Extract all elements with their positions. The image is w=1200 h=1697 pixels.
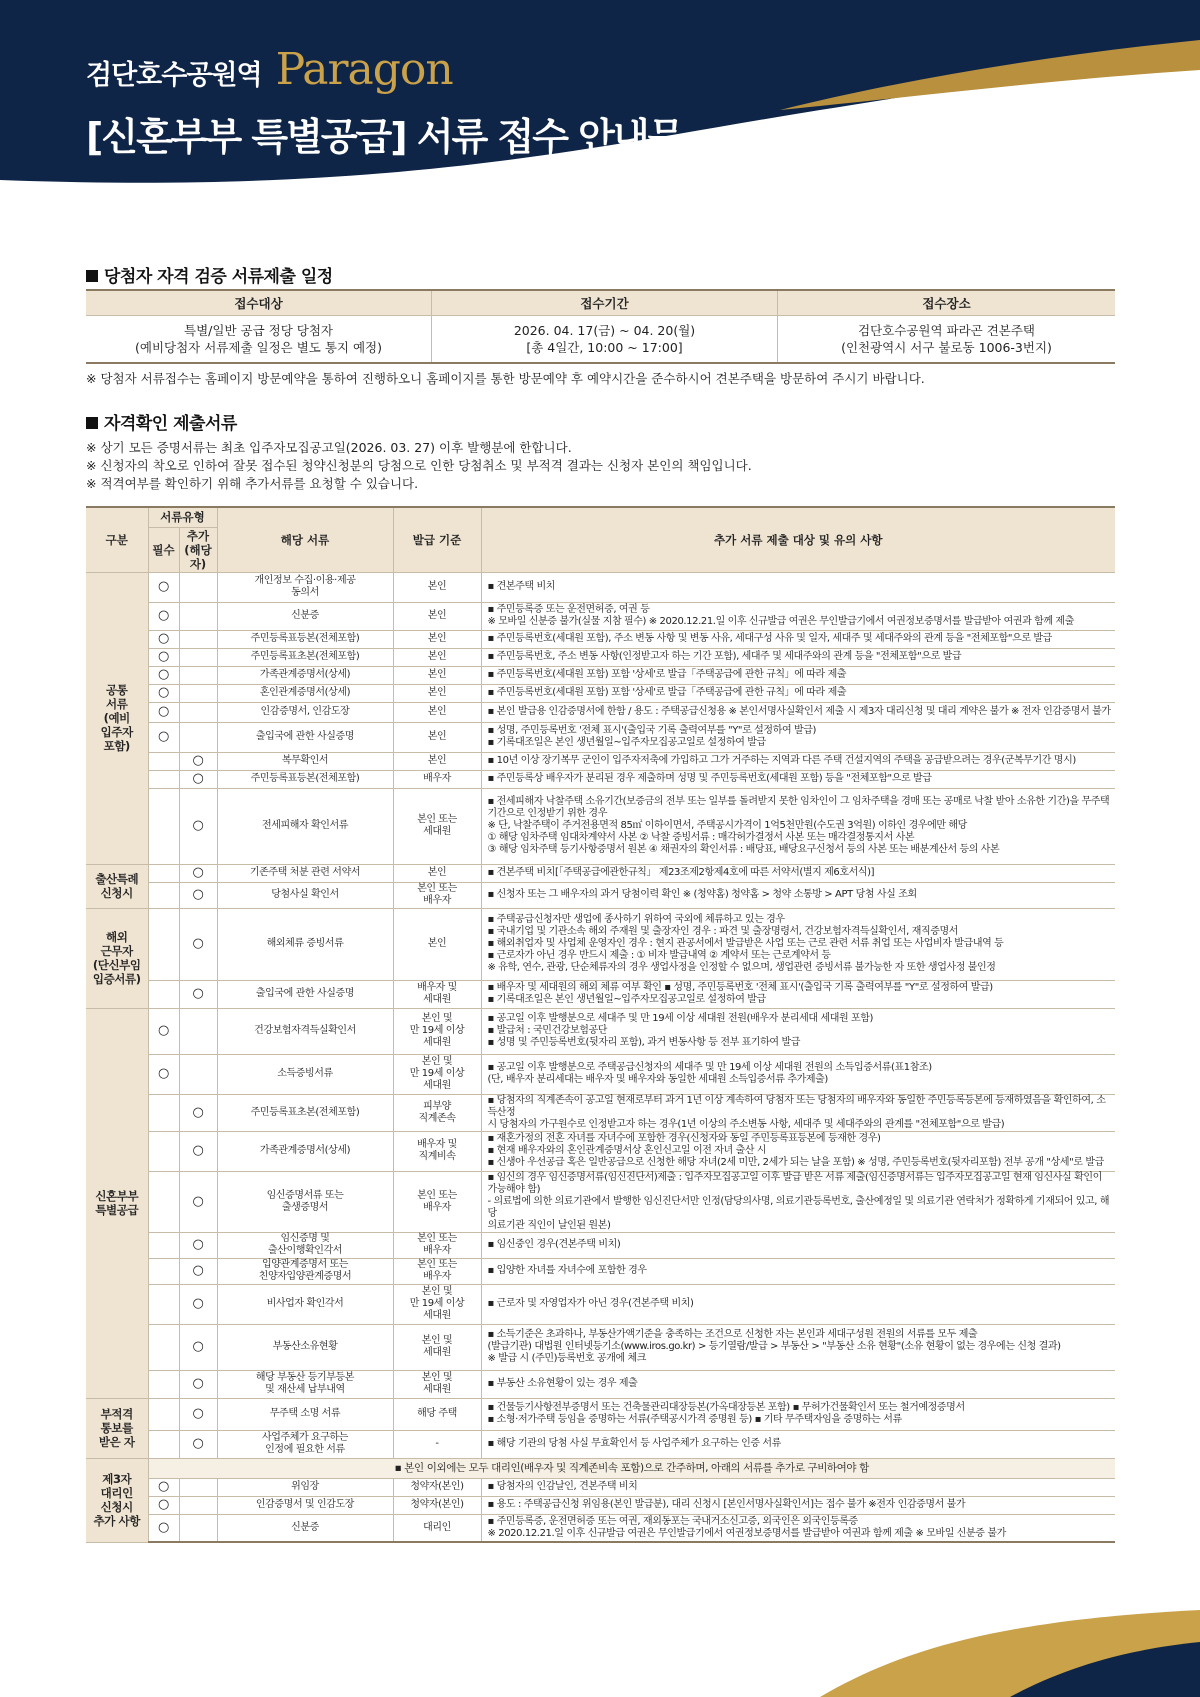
header-document: 해당 서류 (217, 507, 393, 572)
document-description: ▪ 주택공급신청자만 생업에 종사하기 위하여 국외에 체류하고 있는 경우 ▪ 국내기업 및 기관소속 해외 주재원 및 출장자인 경우 : 파견 및 출장명령서, 건강보험자격득실확인서, 재직증명서 ▪ 해외취업자 및 사업체 운영자인 경우 : 현지 관공서에서 발급받은 사업 또는 근로 관련 서류 취업 또는 사업비자 발급내역 등 ▪ 근로자가 아닌 경우 반드시 제출 : ① 비자 발급내역 ② 계약서 또는 근로계약서 등 ※ 유학, 연수, 관광, 단순체류자의 경우 생업사정을 인정할 수 없으며, 생업관련 증빙서류 불가능한 자 또한 생업사정 불인정 (481, 908, 1115, 980)
required-mark (148, 1094, 179, 1131)
document-description: ▪ 주민등록번호(세대원 포함) 포함 '상세'로 발급「주택공급에 관한 규칙」에 따라 제출 (481, 666, 1115, 684)
document-description: ▪ 견본주택 비치[「주택공급에관한규칙」 제23조제2항제4호에 따른 서약서(별지 제6호서식)] (481, 864, 1115, 882)
docs-heading-text: 자격확인 제출서류 (104, 414, 237, 434)
docs-note-2: ※ 신청자의 착오로 인하여 잘못 접수된 청약신청분의 당첨으로 인한 당첨취소 및 부적격 결과는 신청자 본인의 책임입니다. (86, 458, 752, 473)
additional-mark (179, 1008, 217, 1054)
schedule-heading-text: 당첨자 자격 검증 서류제출 일정 (104, 267, 333, 287)
issuance-basis: 피부양 직계존속 (393, 1094, 481, 1131)
document-name: 입양관계증명서 또는 친양자입양관계증명서 (217, 1258, 393, 1284)
document-description: ▪ 주민등록상 배우자가 분리된 경우 제출하며 성명 및 주민등록번호(세대원 포함) 등을 "전체포함"으로 발급 (481, 770, 1115, 788)
document-name: 인감증명서, 인감도장 (217, 702, 393, 722)
document-description: ▪ 건물등기사항전부증명서 또는 건축물관리대장등본(가옥대장등본 포함) ▪ 무허가건물확인서 또는 철거예정증명서 ▪ 소형·저가주택 등임을 증명하는 서류(주택공시가격 증명원 등) ▪ 기타 무주택자임을 증명하는 서류 (481, 1398, 1115, 1430)
additional-mark: ○ (179, 1171, 217, 1232)
required-mark: ○ (148, 1478, 179, 1496)
issuance-basis: 본인 (393, 602, 481, 630)
issuance-basis: 본인 또는 세대원 (393, 788, 481, 864)
table-row (86, 572, 1115, 602)
group-label: 해외 근무자 (단신부임 입증서류) (86, 908, 148, 1008)
schedule-heading (86, 262, 333, 287)
issuance-basis: 본인 또는 배우자 (393, 1232, 481, 1258)
page-title: [신혼부부 특별공급] 서류 접수 안내문 (86, 115, 683, 159)
additional-mark (179, 684, 217, 702)
required-mark (148, 1370, 179, 1398)
header-doc-type: 서류유형 (148, 507, 217, 527)
required-mark (148, 1324, 179, 1370)
docs-heading (86, 409, 237, 434)
group-label: 신혼부부 특별공급 (86, 1008, 148, 1398)
issuance-basis: 본인 (393, 572, 481, 602)
table-row (86, 980, 1115, 1008)
issuance-basis: 본인 또는 배우자 (393, 1171, 481, 1232)
issuance-basis: 본인 및 만 19세 이상 세대원 (393, 1054, 481, 1094)
brand-row (86, 44, 453, 95)
required-mark (148, 908, 179, 980)
issuance-basis: 해당 주택 (393, 1398, 481, 1430)
document-description: ▪ 당첨자의 인감날인, 견본주택 비치 (481, 1478, 1115, 1496)
issuance-basis: 배우자 (393, 770, 481, 788)
document-description: ▪ 주민등록번호(세대원 포함) 포함 '상세'로 발급「주택공급에 관한 규칙」에 따라 제출 (481, 684, 1115, 702)
document-name: 해외체류 증빙서류 (217, 908, 393, 980)
schedule-header: 접수장소 (778, 290, 1116, 316)
document-name: 인감증명서 및 인감도장 (217, 1496, 393, 1514)
document-name: 주민등록표초본(전체포함) (217, 1094, 393, 1131)
additional-mark: ○ (179, 1258, 217, 1284)
brand-korean: 검단호수공원역 (86, 60, 262, 91)
required-mark (148, 864, 179, 882)
schedule-table (86, 289, 1115, 364)
cell-line: (예비당첨자 서류제출 일정은 별도 통지 예정) (135, 340, 382, 355)
additional-mark: ○ (179, 864, 217, 882)
document-description: ▪ 근로자 및 자영업자가 아닌 경우(견본주택 비치) (481, 1284, 1115, 1324)
additional-mark: ○ (179, 1131, 217, 1171)
schedule-header: 접수기간 (432, 290, 778, 316)
additional-mark (179, 630, 217, 648)
document-description: ▪ 임신중인 경우(견본주택 비치) (481, 1232, 1115, 1258)
table-row (86, 882, 1115, 908)
table-row (86, 1008, 1115, 1054)
issuance-basis: 배우자 및 직계비속 (393, 1131, 481, 1171)
table-row (86, 1232, 1115, 1258)
issuance-basis: 본인 또는 배우자 (393, 1258, 481, 1284)
additional-mark: ○ (179, 770, 217, 788)
additional-mark: ○ (179, 1284, 217, 1324)
document-name: 임신증명 및 출산이행확인각서 (217, 1232, 393, 1258)
document-name: 신분증 (217, 602, 393, 630)
issuance-basis: 본인 및 세대원 (393, 1324, 481, 1370)
document-name: 부동산소유현황 (217, 1324, 393, 1370)
required-mark (148, 1131, 179, 1171)
issuance-basis: 청약자(본인) (393, 1478, 481, 1496)
additional-mark: ○ (179, 1324, 217, 1370)
document-description: ▪ 공고일 이후 발행분으로 세대주 및 만 19세 이상 세대원 전원(배우자 분리세대 세대원 포함) ▪ 발급처 : 국민건강보험공단 ▪ 성명 및 주민등록번호(뒷자리 포함), 과거 변동사항 등 전부 표기하여 발급 (481, 1008, 1115, 1054)
document-description: ▪ 해당 기관의 당첨 사실 무효확인서 등 사업주체가 요구하는 인증 서류 (481, 1430, 1115, 1458)
document-description: ▪ 공고일 이후 발행분으로 주택공급신청자의 세대주 및 만 19세 이상 세대원 전원의 소득입증서류(표1참조) (단, 배우자 분리세대는 배우자 및 배우자와 동일한 세대원 소득입증서류 추가제출) (481, 1054, 1115, 1094)
table-row (86, 1458, 1115, 1478)
additional-mark: ○ (179, 1370, 217, 1398)
document-name: 혼인관계증명서(상세) (217, 684, 393, 702)
table-row (86, 1324, 1115, 1370)
document-name: 전세피해자 확인서류 (217, 788, 393, 864)
document-description: ▪ 용도 : 주택공급신청 위임용(본인 발급분), 대리 신청시 [본인서명사실확인서]는 접수 불가 ※전자 인감증명서 불가 (481, 1496, 1115, 1514)
document-description: ▪ 신청자 또는 그 배우자의 과거 당첨이력 확인 ※ (청약홈) 청약홈 > 청약 소통방 > APT 당첨 사실 조회 (481, 882, 1115, 908)
document-description: ▪ 주민등록증 또는 운전면허증, 여권 등 ※ 모바일 신분증 불가(실물 지참 필수) ※ 2020.12.21.일 이후 신규발급 여권은 무인발급기에서 여권정보증명서를 발급받아 여권과 함께 제출 (481, 602, 1115, 630)
group-label: 출산특례 신청시 (86, 864, 148, 908)
document-name: 위임장 (217, 1478, 393, 1496)
document-description: ▪ 소득기준은 초과하나, 부동산가액기준을 충족하는 조건으로 신청한 자는 본인과 세대구성원 전원의 서류를 모두 제출 (발급기관) 대법원 인터넷등기소(www.iros.go.kr) > 등기열람/발급 > 부동산 > "부동산 소유 현황"(소유 현황이 없는 경우에는 신청 결과) ※ 발급 시 (주민)등록번호 공개에 체크 (481, 1324, 1115, 1370)
issuance-basis: 본인 (393, 666, 481, 684)
cell-line: (인천광역시 서구 불로동 1006-3번지) (841, 340, 1052, 355)
document-name: 주민등록표등본(전체포함) (217, 630, 393, 648)
table-row (86, 1054, 1115, 1094)
document-name: 소득증빙서류 (217, 1054, 393, 1094)
square-bullet-icon (86, 270, 98, 282)
document-description: ▪ 주민등록번호(세대원 포함), 주소 변동 사항 및 변동 사유, 세대구성 사유 및 일자, 세대주 및 세대주와의 관계 등을 "전체포함"으로 발급 (481, 630, 1115, 648)
document-name: 주민등록표등본(전체포함) (217, 770, 393, 788)
document-description: ▪ 성명, 주민등록번호 '전체 표시'(출입국 기록 출력여부를 "Y"로 설정하여 발급) ▪ 기록대조일은 본인 생년월일~입주자모집공고일로 설정하여 발급 (481, 722, 1115, 752)
table-row (86, 722, 1115, 752)
issuance-basis: 본인 (393, 648, 481, 666)
group-label: 부적격 통보를 받은 자 (86, 1398, 148, 1458)
issuance-basis: 배우자 및 세대원 (393, 980, 481, 1008)
header-category: 구분 (86, 507, 148, 572)
required-mark (148, 1284, 179, 1324)
table-row (86, 864, 1115, 882)
header-required: 필수 (148, 527, 179, 572)
required-mark: ○ (148, 684, 179, 702)
additional-mark: ○ (179, 908, 217, 980)
table-row (86, 788, 1115, 864)
document-description: ▪ 본인 발급용 인감증명서에 한함 / 용도 : 주택공급신청용 ※ 본인서명사실확인서 제출 시 제3자 대리신청 및 대리 계약은 불가 ※ 전자 인감증명서 불가 (481, 702, 1115, 722)
additional-mark: ○ (179, 1398, 217, 1430)
issuance-basis: 본인 (393, 702, 481, 722)
docs-note-1: ※ 상기 모든 증명서류는 최초 입주자모집공고일(2026. 03. 27) 이후 발행분에 한합니다. (86, 440, 572, 455)
issuance-basis: 본인 (393, 630, 481, 648)
document-name: 비사업자 확인각서 (217, 1284, 393, 1324)
required-mark: ○ (148, 648, 179, 666)
document-name: 건강보험자격득실확인서 (217, 1008, 393, 1054)
document-description: ▪ 부동산 소유현황이 있는 경우 제출 (481, 1370, 1115, 1398)
group-label: 제3자 대리인 신청시 추가 사항 (86, 1458, 148, 1542)
document-name: 기존주택 처분 관련 서약서 (217, 864, 393, 882)
table-row (86, 684, 1115, 702)
document-description: ▪ 배우자 및 세대원의 해외 체류 여부 확인 ▪ 성명, 주민등록번호 '전체 표시'(출입국 기록 출력여부를 "Y"로 설정하여 발급) ▪ 기록대조일은 본인 생년월일~입주자모집공고일로 설정하여 발급 (481, 980, 1115, 1008)
table-row (86, 1478, 1115, 1496)
document-name: 주민등록표초본(전체포함) (217, 648, 393, 666)
schedule-period (432, 316, 778, 364)
cell-line: 특별/일반 공급 정당 당첨자 (184, 323, 333, 338)
table-row (86, 1430, 1115, 1458)
required-mark (148, 1398, 179, 1430)
cell-line: [총 4일간, 10:00 ~ 17:00] (526, 340, 683, 355)
table-row (86, 1131, 1115, 1171)
schedule-header: 접수대상 (86, 290, 432, 316)
required-mark (148, 752, 179, 770)
additional-mark: ○ (179, 752, 217, 770)
header-banner (0, 0, 1200, 230)
required-mark (148, 1171, 179, 1232)
issuance-basis: 본인 (393, 752, 481, 770)
required-mark: ○ (148, 572, 179, 602)
additional-mark (179, 602, 217, 630)
required-mark: ○ (148, 722, 179, 752)
table-row (86, 1496, 1115, 1514)
additional-mark: ○ (179, 1430, 217, 1458)
document-name: 가족관계증명서(상세) (217, 666, 393, 684)
issuance-basis: 본인 및 세대원 (393, 1370, 481, 1398)
table-row (86, 1171, 1115, 1232)
issuance-basis: 청약자(본인) (393, 1496, 481, 1514)
required-mark (148, 980, 179, 1008)
table-row (86, 648, 1115, 666)
document-description: ▪ 10년 이상 장기복무 군인이 입주자저축에 가입하고 그가 거주하는 지역과 다른 주택 건설지역의 주택을 공급받으려는 경우(군복무기간 명시) (481, 752, 1115, 770)
required-mark: ○ (148, 630, 179, 648)
header-description: 추가 서류 제출 대상 및 유의 사항 (481, 507, 1115, 572)
cell-line: 2026. 04. 17(금) ~ 04. 20(월) (513, 323, 696, 338)
proxy-notice-band: ▪ 본인 이외에는 모두 대리인(배우자 및 직계존비속 포함)으로 간주하며, 아래의 서류를 추가로 구비하여야 함 (148, 1458, 1115, 1478)
document-name: 가족관계증명서(상세) (217, 1131, 393, 1171)
docs-note-3: ※ 적격여부를 확인하기 위해 추가서류를 요청할 수 있습니다. (86, 476, 419, 491)
schedule-target (86, 316, 432, 364)
document-description: ▪ 임신의 경우 임신증명서류(임신진단서)제출 : 입주자모집공고일 이후 발급 받은 서류 제출(임신증명서류는 입주자모집공고일 현재 임신사실 확인이 가능해야 함) - 의료법에 의한 의료기관에서 발행한 임신진단서만 인정(담당의사명, 의료기관등록번호, 출산예정일 및 의료기관 연락처가 정확하게 기재되어 있고, 해당 의료기관 직인이 날인된 원본) (481, 1171, 1115, 1232)
document-name: 해당 부동산 등기부등본 및 재산세 납부내역 (217, 1370, 393, 1398)
required-mark (148, 788, 179, 864)
required-mark (148, 1258, 179, 1284)
document-description: ▪ 당첨자의 직계존속이 공고일 현재로부터 과거 1년 이상 계속하여 당첨자 또는 당첨자의 배우자와 동일한 주민등록등본에 등재하였음을 확인하여, 소득산정 시 당첨자의 가구원수로 인정받고자 하는 경우(1년 이상의 주소변동 사항, 세대주 및 세대주와의 관계를 "전체포함"으로 발급) (481, 1094, 1115, 1131)
required-mark: ○ (148, 1054, 179, 1094)
issuance-basis: 본인 (393, 908, 481, 980)
required-mark (148, 1232, 179, 1258)
table-row (86, 1398, 1115, 1430)
square-bullet-icon (86, 417, 98, 429)
additional-mark: ○ (179, 882, 217, 908)
header-additional: 추가 (해당자) (179, 527, 217, 572)
document-name: 출입국에 관한 사실증명 (217, 980, 393, 1008)
additional-mark: ○ (179, 1232, 217, 1258)
document-name: 복무확인서 (217, 752, 393, 770)
document-description: ▪ 입양한 자녀를 자녀수에 포함한 경우 (481, 1258, 1115, 1284)
additional-mark (179, 722, 217, 752)
table-row (86, 1370, 1115, 1398)
footer-wave-shape (0, 1590, 1200, 1697)
document-name: 출입국에 관한 사실증명 (217, 722, 393, 752)
issuance-basis: 본인 및 만 19세 이상 세대원 (393, 1284, 481, 1324)
issuance-basis: 본인 또는 배우자 (393, 882, 481, 908)
document-name: 임신증명서류 또는 출생증명서 (217, 1171, 393, 1232)
document-description: ▪ 주민등록번호, 주소 변동 사항(인정받고자 하는 기간 포함), 세대주 및 세대주와의 관계 등을 "전체포함"으로 발급 (481, 648, 1115, 666)
table-row (86, 1258, 1115, 1284)
table-row (86, 602, 1115, 630)
issuance-basis: 본인 (393, 684, 481, 702)
cell-line: 검단호수공원역 파라곤 견본주택 (858, 323, 1035, 338)
document-description: ▪ 주민등록증, 운전면허증 또는 여권, 재외동포는 국내거소신고증, 외국인은 외국인등록증 ※ 2020.12.21.일 이후 신규발급 여권은 무인발급기에서 여권정보증명서를 발급받아 여권과 함께 제출 ※ 모바일 신분증 불가 (481, 1514, 1115, 1542)
additional-mark (179, 702, 217, 722)
required-mark: ○ (148, 602, 179, 630)
table-row (86, 752, 1115, 770)
document-name: 신분증 (217, 1514, 393, 1542)
additional-mark (179, 1496, 217, 1514)
additional-mark: ○ (179, 980, 217, 1008)
document-name: 당첨사실 확인서 (217, 882, 393, 908)
required-mark (148, 882, 179, 908)
header-issuance: 발급 기준 (393, 507, 481, 572)
additional-mark (179, 648, 217, 666)
additional-mark (179, 1054, 217, 1094)
documents-table (86, 506, 1115, 1543)
required-mark: ○ (148, 1514, 179, 1542)
document-description: ▪ 전세피해자 낙찰주택 소유기간(보증금의 전부 또는 일부를 돌려받지 못한 임차인이 그 임차주택을 경매 또는 공매로 낙찰 받아 소유한 기간)을 무주택 기간으로 인정받기 위한 경우 ※ 단, 낙찰주택이 주거전용면적 85㎡ 이하이면서, 주택공시가격이 1억5천만원(수도권 3억원) 이하인 경우에만 해당 ① 해당 임차주택 임대차계약서 사본 ② 낙찰 증빙서류 : 매각허가결정서 사본 또는 매각결정통지서 사본 ③ 해당 임차주택 등기사항증명서 원본 ④ 채권자의 확인서류 : 배당표, 배당요구신청서 등의 사본 또는 배분계산서 등의 사본 (481, 788, 1115, 864)
issuance-basis: 본인 (393, 864, 481, 882)
additional-mark (179, 666, 217, 684)
required-mark (148, 1430, 179, 1458)
additional-mark (179, 1514, 217, 1542)
additional-mark (179, 1478, 217, 1496)
document-name: 무주택 소명 서류 (217, 1398, 393, 1430)
schedule-place (778, 316, 1116, 364)
required-mark: ○ (148, 702, 179, 722)
additional-mark (179, 572, 217, 602)
table-row (86, 702, 1115, 722)
table-row (86, 666, 1115, 684)
table-row (86, 1284, 1115, 1324)
document-name: 사업주체가 요구하는 인정에 필요한 서류 (217, 1430, 393, 1458)
table-row (86, 630, 1115, 648)
table-row (86, 770, 1115, 788)
additional-mark: ○ (179, 788, 217, 864)
issuance-basis: 본인 및 만 19세 이상 세대원 (393, 1008, 481, 1054)
table-row (86, 908, 1115, 980)
brand-logo-paragon: Paragon (275, 44, 453, 95)
required-mark: ○ (148, 1008, 179, 1054)
table-row (86, 1514, 1115, 1542)
document-description: ▪ 재혼가정의 전혼 자녀를 자녀수에 포함한 경우(신청자와 동일 주민등록표등본에 등재한 경우) ▪ 현재 배우자와의 혼인관계증명서상 혼인신고일 이전 자녀 출산 시 ▪ 신생아 우선공급 혹은 일반공급으로 신청한 해당 자녀(2세 미만, 2세가 되는 날을 포함) ※ 성명, 주민등록번호(뒷자리포함) 전부 공개 "상세"로 발급 (481, 1131, 1115, 1171)
schedule-note: ※ 당첨자 서류접수는 홈페이지 방문예약을 통하여 진행하오니 홈페이지를 통한 방문예약 후 예약시간을 준수하시어 견본주택을 방문하여 주시기 바랍니다. (86, 371, 925, 386)
required-mark: ○ (148, 666, 179, 684)
required-mark: ○ (148, 1496, 179, 1514)
issuance-basis: - (393, 1430, 481, 1458)
table-row (86, 1094, 1115, 1131)
group-label: 공통 서류 (예비 입주자 포함) (86, 572, 148, 864)
issuance-basis: 대리인 (393, 1514, 481, 1542)
document-name: 개인정보 수집·이용·제공 동의서 (217, 572, 393, 602)
required-mark (148, 770, 179, 788)
issuance-basis: 본인 (393, 722, 481, 752)
document-description: ▪ 견본주택 비치 (481, 572, 1115, 602)
additional-mark: ○ (179, 1094, 217, 1131)
